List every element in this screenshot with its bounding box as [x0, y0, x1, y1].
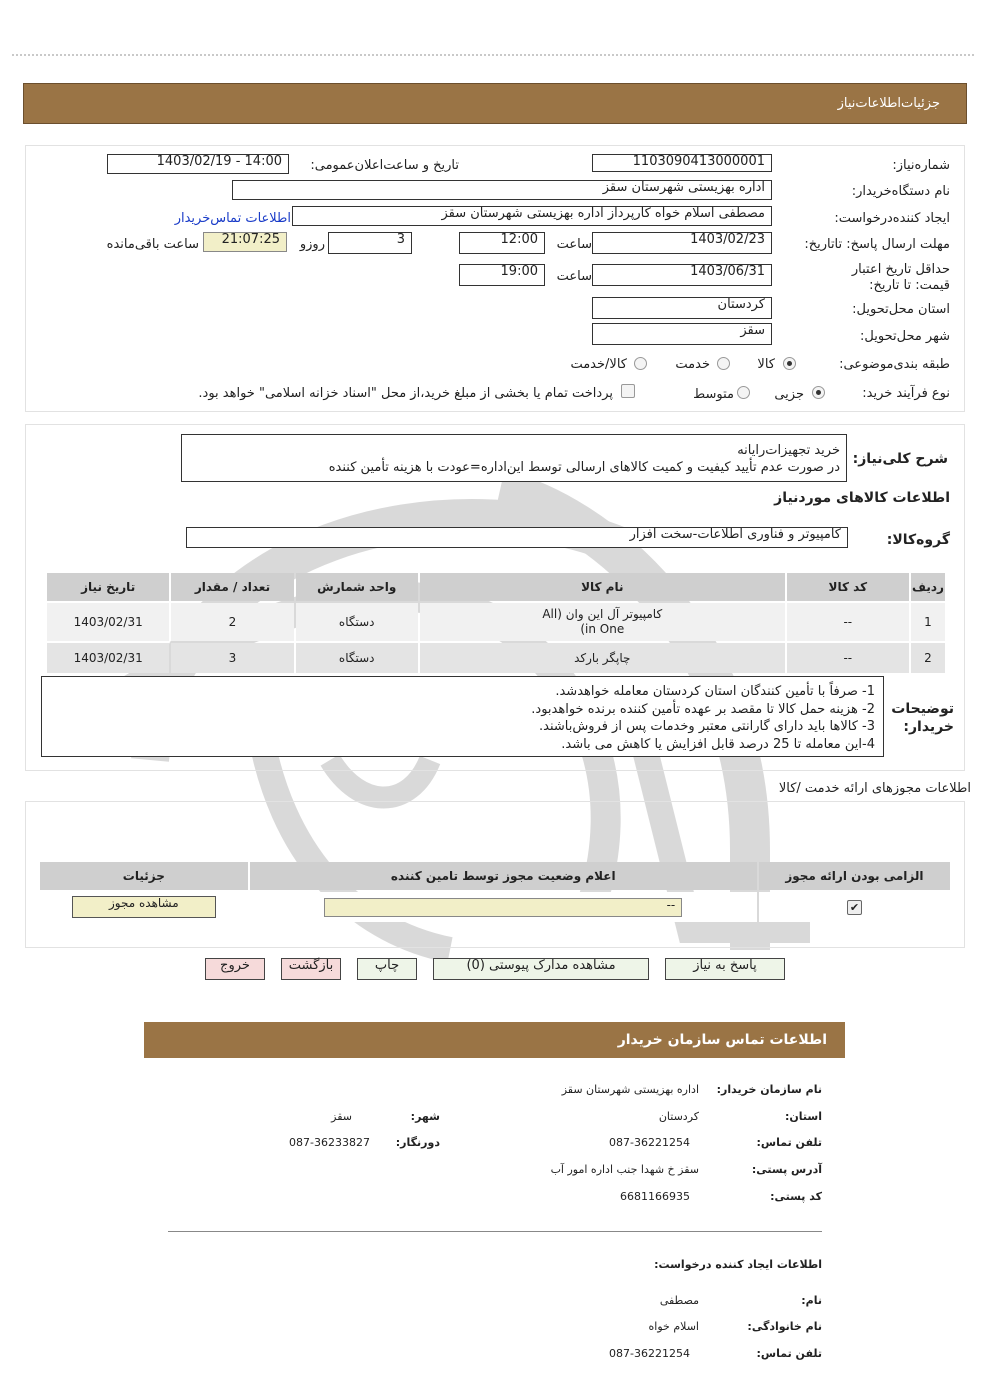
deadline-date-field: 1403/02/23 — [592, 232, 772, 254]
province-label: استان محل‌تحویل: — [852, 302, 950, 317]
note-line-1: 1- صرفاً با تأمین کنندگان استان کردستان معامله خواهدشد. — [555, 684, 875, 699]
cell-name: کامپیوتر آل این وان (All in One) — [420, 603, 785, 641]
license-required-cell — [759, 892, 950, 922]
deadline-time-field: 12:00 — [459, 232, 545, 254]
goods-group-field: کامپیوتر و فناوری اطلاعات-سخت افزار — [186, 527, 848, 548]
note-line-3: 3- کالاها باید دارای گارانتی معتبر وخدمات پس از فروش‌باشند. — [539, 719, 875, 734]
creator-name-label: نام: — [801, 1294, 822, 1307]
need-number-label: شماره‌نیاز: — [892, 158, 950, 173]
license-status-field[interactable]: -- — [324, 898, 682, 917]
buyer-notes-label: توضیحات خریدار: — [891, 701, 954, 735]
contact-address-value: سقز خ شهدا جنب اداره امور آب — [550, 1163, 699, 1176]
province-field: کردستان — [592, 297, 772, 319]
contact-phone-value: 087-36221254 — [609, 1136, 690, 1149]
goods-table-header — [47, 573, 945, 601]
creator-info-title: اطلاعات ایجاد کننده درخواست: — [654, 1258, 822, 1271]
attachments-button[interactable]: مشاهده مدارک پیوستی (0) — [433, 958, 649, 980]
cell-code: -- — [787, 603, 909, 641]
contact-org-value: اداره بهزیستی شهرستان سقز — [561, 1083, 699, 1096]
payment-note: پرداخت تمام یا بخشی از مبلغ خرید،از محل "اسناد خزانه اسلامی" خواهد بود. — [198, 386, 613, 401]
category-radio-service[interactable] — [717, 357, 730, 370]
validity-hour-label: ساعت — [556, 269, 592, 284]
cell-row: 1 — [911, 603, 945, 641]
remaining-label: ساعت باقی‌مانده — [106, 237, 199, 252]
need-number-field: 1103090413000001 — [592, 154, 772, 172]
contact-phone-label: تلفن تماس: — [756, 1136, 822, 1149]
validity-date-field: 1403/06/31 — [592, 264, 772, 286]
contact-postal-value: 6681166935 — [620, 1190, 690, 1203]
license-section-title: اطلاعات مجوزهای ارائه خدمت /کالا — [778, 781, 971, 796]
license-details-cell — [40, 892, 248, 922]
process-option-medium: متوسط — [693, 387, 734, 402]
reply-button[interactable]: پاسخ به نیاز — [665, 958, 785, 980]
col-row: ردیف — [911, 573, 945, 601]
category-option-goods: کالا — [757, 357, 775, 372]
deadline-label: مهلت ارسال پاسخ: تاتاریخ: — [804, 237, 950, 252]
city-field: سقز — [592, 323, 772, 345]
table-row — [47, 643, 945, 673]
page-header — [23, 83, 967, 124]
cell-code: -- — [787, 643, 909, 673]
cell-unit: دستگاه — [296, 643, 418, 673]
note-line-2: 2- هزینه حمل کالا تا مقصد بر عهده تأمین کننده برنده خواهدبود. — [531, 701, 875, 717]
contact-city-label: شهر: — [410, 1110, 440, 1123]
view-license-button[interactable]: مشاهده مجوز — [72, 896, 216, 918]
note-line-4: 4-این معامله تا 25 درصد قابل افزایش یا کاهش می باشد. — [561, 736, 875, 752]
col-license-required: الزامی بودن ارائه مجوز — [759, 862, 950, 890]
table-row — [47, 603, 945, 641]
creator-label: ایجاد کننده‌درخواست: — [834, 211, 950, 226]
print-button[interactable]: چاپ — [357, 958, 417, 980]
validity-label: حداقل تاریخ اعتبار قیمت: تا تاریخ: — [851, 262, 950, 293]
license-table-header — [40, 862, 950, 890]
summary-line-2: در صورت عدم تأیید کیفیت و کمیت کالاهای ارسالی توسط این‌اداره=عودت با هزینه تأمین کننده — [328, 460, 840, 475]
cell-unit: دستگاه — [296, 603, 418, 641]
announce-field: 1403/02/19 - 14:00 — [107, 154, 289, 174]
goods-table — [45, 571, 947, 675]
cell-date: 1403/02/31 — [47, 643, 169, 673]
buyer-org-field: اداره بهزیستی شهرستان سقز — [232, 180, 772, 200]
creator-name-value: مصطفی — [659, 1294, 699, 1307]
summary-field — [181, 434, 847, 482]
creator-family-value: اسلام خواه — [648, 1320, 699, 1333]
summary-label: شرح کلی‌نیاز: — [852, 451, 948, 467]
col-code: کد کالا — [787, 573, 909, 601]
category-option-service: خدمت — [675, 357, 710, 372]
contact-postal-label: کد پستی: — [770, 1190, 822, 1203]
contact-city-value: سقز — [331, 1110, 352, 1123]
creator-field: مصطفی اسلام خواه کارپرداز اداره بهزیستی شهرستان سقز — [292, 206, 772, 226]
cell-date: 1403/02/31 — [47, 603, 169, 641]
goods-group-label: گروه‌کالا: — [886, 532, 950, 548]
contact-province-value: کردستان — [658, 1110, 699, 1123]
cell-name: چاپگر بارکد — [420, 643, 785, 673]
contact-title: اطلاعات تماس سازمان خریدار — [617, 1032, 827, 1048]
col-date: تاریخ نیاز — [47, 573, 169, 601]
license-status-cell — [250, 892, 757, 922]
contact-province-label: استان: — [785, 1110, 822, 1123]
contact-header — [144, 1022, 845, 1058]
creator-phone-value: 087-36221254 — [609, 1347, 690, 1360]
col-unit: واحد شمارش — [296, 573, 418, 601]
back-button[interactable]: بازگشت — [281, 958, 341, 980]
days-field: 3 — [328, 232, 412, 254]
process-radio-minor[interactable] — [812, 386, 825, 399]
deadline-hour-label: ساعت — [556, 237, 592, 252]
col-qty: تعداد / مقدار — [171, 573, 293, 601]
col-license-details: جزئیات — [40, 862, 248, 890]
announce-label: تاریخ و ساعت‌اعلان‌عمومی: — [310, 158, 459, 173]
category-radio-goods[interactable] — [783, 357, 796, 370]
contact-divider — [168, 1231, 822, 1232]
cell-qty: 2 — [171, 603, 293, 641]
creator-family-label: نام خانوادگی: — [747, 1320, 822, 1333]
top-divider — [12, 54, 974, 56]
cell-row: 2 — [911, 643, 945, 673]
creator-phone-label: تلفن تماس: — [756, 1347, 822, 1360]
cell-qty: 3 — [171, 643, 293, 673]
table-row — [40, 892, 950, 922]
remaining-time-field: 21:07:25 — [203, 232, 287, 252]
col-name: نام کالا — [420, 573, 785, 601]
process-label: نوع فرآیند خرید: — [862, 386, 950, 401]
contact-fax-label: دورنگار: — [395, 1136, 440, 1149]
category-label: طبقه بندی‌موضوعی: — [839, 357, 950, 372]
contact-address-label: آدرس پستی: — [751, 1163, 822, 1176]
category-option-both: کالا/خدمت — [570, 357, 627, 372]
buyer-notes-field — [41, 676, 884, 757]
city-label: شهر محل‌تحویل: — [860, 329, 950, 344]
contact-fax-value: 087-36233827 — [289, 1136, 370, 1149]
license-table — [38, 860, 952, 924]
license-required-checkbox: ✔ — [847, 900, 862, 915]
buyer-contact-link[interactable]: اطلاعات تماس‌خریدار — [174, 211, 291, 226]
process-radio-medium[interactable] — [737, 386, 750, 399]
contact-org-label: نام سازمان خریدار: — [716, 1083, 822, 1096]
col-license-status: اعلام وضعیت مجوز توسط تامین کننده — [250, 862, 757, 890]
exit-button[interactable]: خروج — [205, 958, 265, 980]
goods-section-title: اطلاعات کالاهای مورد‌نیاز — [774, 490, 950, 506]
buyer-org-label: نام دستگاه‌خریدار: — [851, 184, 950, 199]
summary-line-1: خرید تجهیزات‌رایانه — [737, 443, 840, 458]
validity-time-field: 19:00 — [459, 264, 545, 286]
page-title: جزئیات‌اطلاعات‌نیاز — [837, 96, 940, 111]
days-label: روزو — [299, 237, 325, 252]
process-option-minor: جزیی — [774, 387, 804, 402]
treasury-payment-checkbox[interactable] — [621, 384, 635, 398]
category-radio-both[interactable] — [634, 357, 647, 370]
